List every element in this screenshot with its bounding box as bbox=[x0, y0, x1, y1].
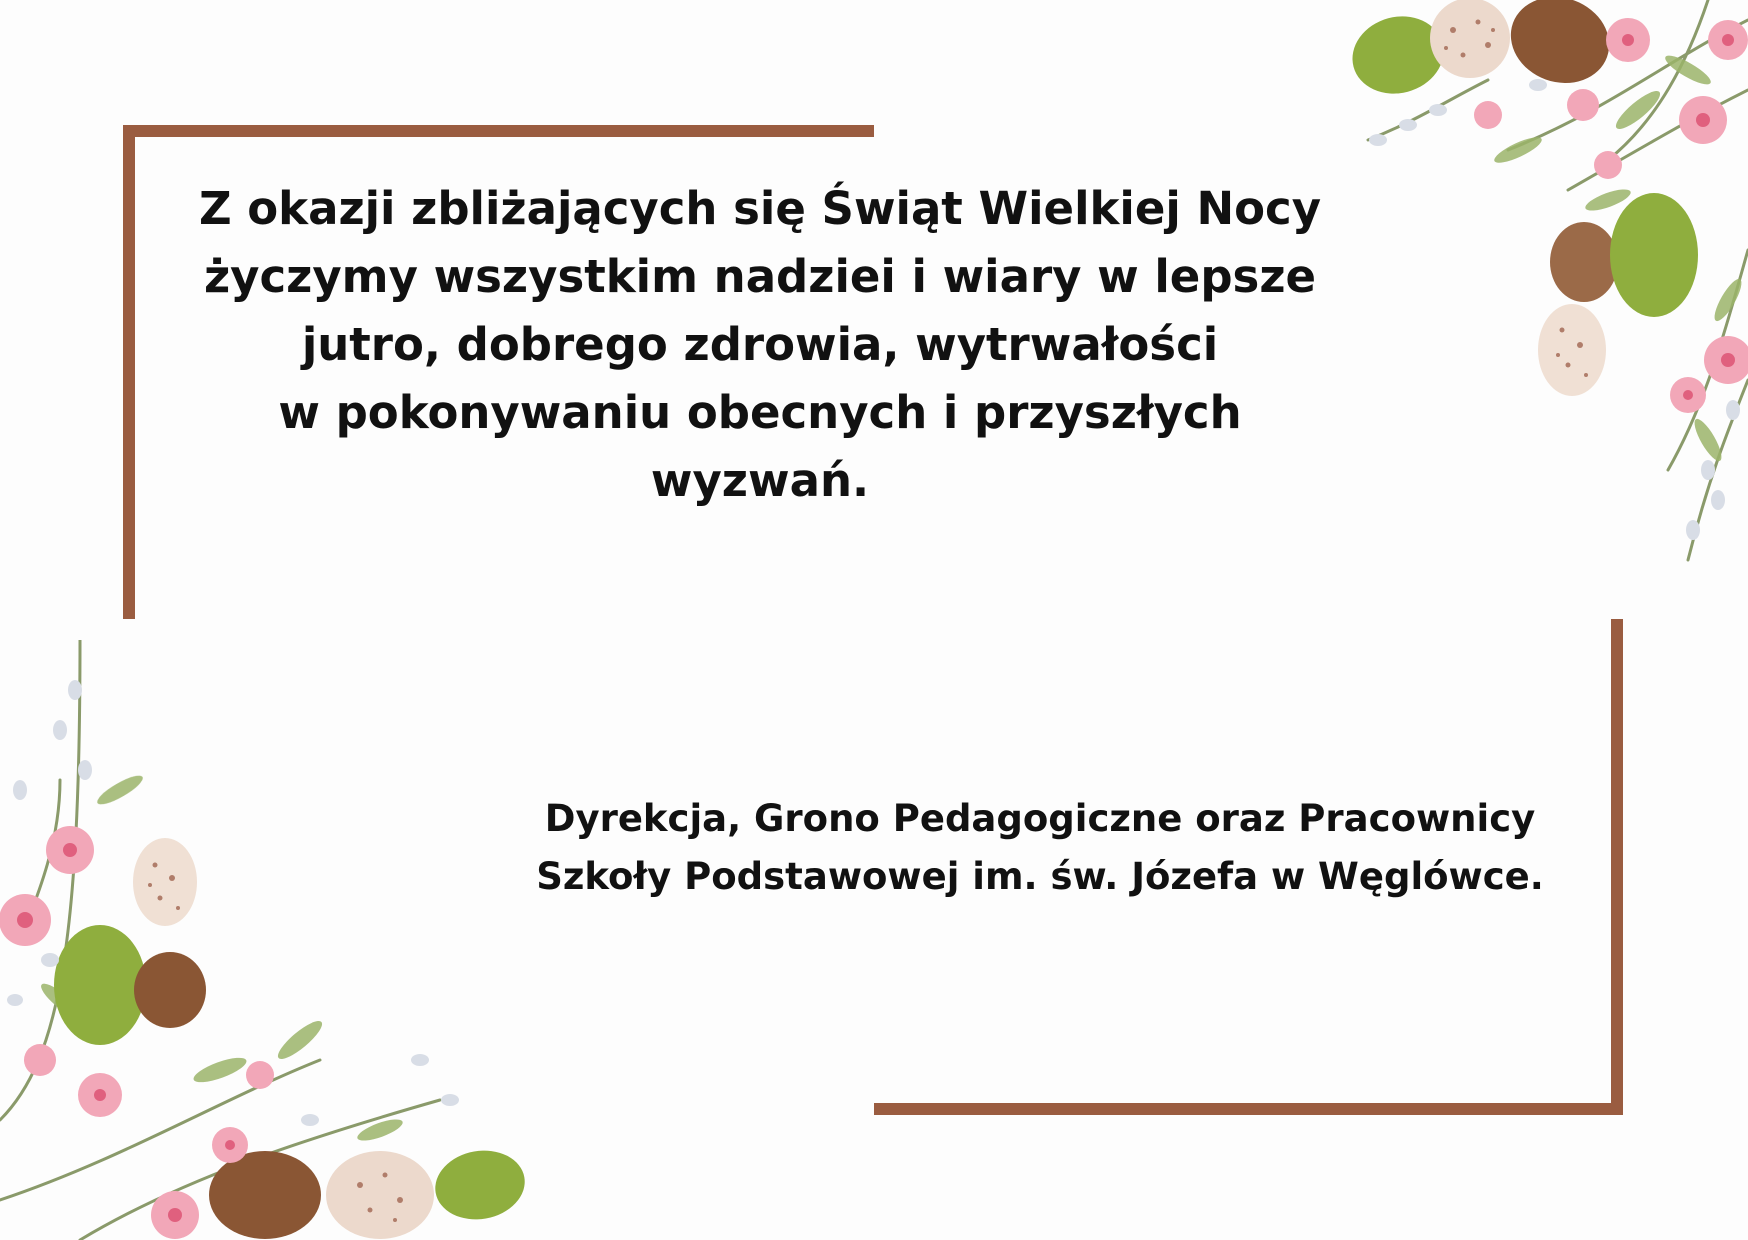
signature-line-2: Szkoły Podstawowej im. św. Józefa w Węglówce. bbox=[536, 855, 1544, 898]
signature bbox=[500, 790, 1580, 906]
greeting-line-2: życzymy wszystkim nadziei i wiary w lepsze bbox=[203, 250, 1317, 303]
greeting-line-3: jutro, dobrego zdrowia, wytrwałości bbox=[301, 318, 1219, 371]
frame-right-line bbox=[1611, 619, 1623, 1115]
easter-decoration-bottom-left bbox=[0, 640, 540, 1240]
greeting-line-4: w pokonywaniu obecnych i przyszłych bbox=[278, 386, 1242, 439]
frame-left-line bbox=[123, 125, 135, 619]
frame-bottom-line bbox=[874, 1103, 1623, 1115]
greeting-line-1: Z okazji zbliżających się Świąt Wielkiej Nocy bbox=[198, 182, 1322, 235]
easter-greeting bbox=[150, 175, 1370, 515]
frame-top-line bbox=[123, 125, 874, 137]
signature-line-1: Dyrekcja, Grono Pedagogiczne oraz Pracownicy bbox=[544, 797, 1536, 840]
greeting-line-5: wyzwań. bbox=[650, 454, 870, 507]
easter-decoration-top-right bbox=[1188, 0, 1748, 600]
